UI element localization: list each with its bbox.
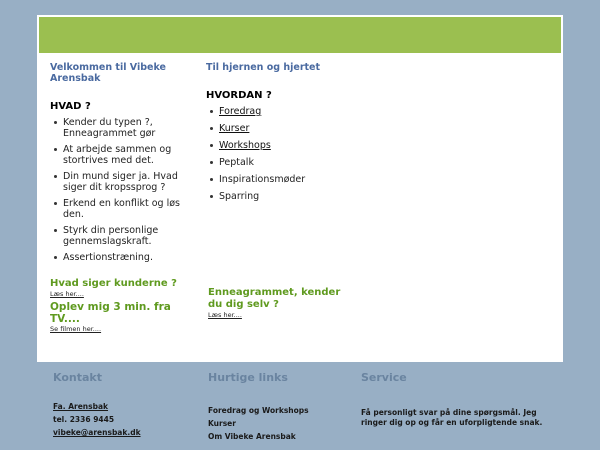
list-item: Sparring [206,191,376,202]
quick-link-kurser[interactable]: Kurser [208,419,236,428]
ennea-title: Enneagrammet, kender du dig selv ? [208,287,341,310]
hvordan-list [206,106,376,202]
list-item: Din mund siger ja. Hvad siger dit kropssprog ? [50,171,200,193]
list-item: Inspirationsmøder [206,174,376,185]
footer-links [208,406,348,442]
footer-service-text: Få personligt svar på dine spørgsmål. Jeg ringer dig op og får en uforpligtende snak. [361,408,543,427]
email-link[interactable]: vibeke@arensbak.dk [53,428,141,437]
middle-column [206,62,376,319]
list-item-kurser[interactable] [206,123,376,134]
list-item: Erkend en konflikt og løs den. [50,198,200,220]
left-column [50,62,200,333]
footer-kontakt-title: Kontakt [53,371,102,384]
footer-service-title: Service [361,371,407,384]
tagline: Til hjernen og hjertet [206,62,321,73]
quick-link-om[interactable]: Om Vibeke Arensbak [208,432,296,441]
phone-text: tel. 2336 9445 [53,415,115,424]
list-item: Peptalk [206,157,376,168]
ennea-link[interactable]: Læs her.... [208,311,242,319]
hvad-title: HVAD ? [50,101,91,112]
hvad-list [50,117,200,263]
hvordan-title: HVORDAN ? [206,90,272,101]
welcome-title: Velkommen til Vibeke Arensbak [50,62,166,84]
content-panel [37,15,563,362]
list-item: Assertionstræning. [50,252,200,263]
footer-kontakt [53,402,193,438]
list-item: Kender du typen ?, Enneagrammet gør [50,117,200,139]
list-item: Styrk din personlige gennemslagskraft. [50,225,200,247]
kunderne-title: Hvad siger kunderne ? [50,278,177,289]
list-item-foredrag[interactable] [206,106,376,117]
footer-links-title: Hurtige links [208,371,288,384]
video-link[interactable]: Se filmen her.... [50,325,102,333]
video-title: Oplev mig 3 min. fra TV.... [50,301,171,325]
list-item: At arbejde sammen og stortrives med det. [50,144,200,166]
foredrag-link[interactable]: Foredrag [219,106,262,117]
list-item-workshops[interactable] [206,140,376,151]
workshops-link[interactable]: Workshops [219,140,271,151]
company-link[interactable]: Fa. Arensbak [53,402,109,411]
quick-link-foredrag[interactable]: Foredrag og Workshops [208,406,309,415]
kunderne-link[interactable]: Læs her.... [50,290,84,298]
header-bar [39,17,561,53]
kurser-link[interactable]: Kurser [219,123,250,134]
